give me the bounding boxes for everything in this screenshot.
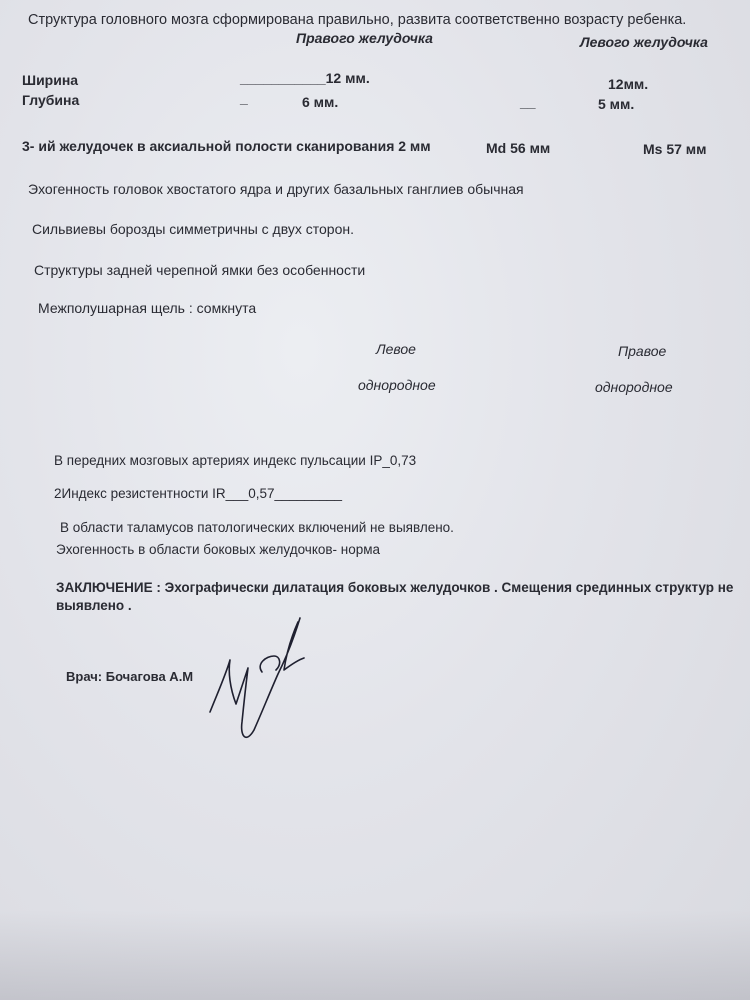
header-right-ventricle: Правого желудочка: [296, 30, 433, 46]
pulsation-index-line: В передних мозговых артериях индекс пульсации IP_0,73: [54, 453, 417, 468]
structure-line: Структура головного мозга сформирована правильно, развита соответственно возрасту ребенка.: [28, 12, 687, 28]
header-left-ventricle: Левого желудочка: [580, 34, 708, 50]
resistance-index-line: 2Индекс резистентности IR___0,57_________: [54, 486, 343, 501]
signature: [200, 612, 320, 752]
echo-caudate-line: Эхогенность головок хвостатого ядра и других базальных ганглиев обычная: [28, 181, 524, 197]
posterior-fossa-line: Структуры задней черепной ямки без особенности: [34, 262, 366, 278]
interhemispheric-line: Межполушарная щель : сомкнута: [38, 300, 257, 316]
left-value: однородное: [358, 377, 436, 393]
doctor-line: Врач: Бочагова А.М: [66, 669, 194, 684]
echo-lateral-line: Эхогенность в области боковых желудочков- норма: [56, 542, 381, 557]
conclusion-line-1: ЗАКЛЮЧЕНИЕ : Эхографически дилатация боковых желудочков . Смещения срединных структур не: [56, 580, 734, 595]
right-label: Правое: [618, 343, 667, 359]
width-left-value: 12мм.: [608, 76, 649, 92]
conclusion-line-2: выявлено .: [56, 598, 132, 613]
thalamus-line: В области таламусов патологических включений не выявлено.: [60, 520, 454, 535]
depth-dash-left: __: [520, 94, 536, 110]
width-right-value: ___________12 мм.: [240, 70, 370, 86]
third-ventricle-line: 3- ий желудочек в аксиальной полости сканирования 2 мм: [22, 138, 431, 154]
sylvian-line: Сильвиевы борозды симметричны с двух сторон.: [32, 221, 354, 237]
right-value: однородное: [595, 379, 673, 395]
depth-right-value: 6 мм.: [302, 94, 339, 110]
left-label: Левое: [376, 341, 416, 357]
depth-dash-right: _: [240, 90, 248, 106]
ms-value: Ms 57 мм: [643, 141, 707, 157]
md-value: Md 56 мм: [486, 140, 551, 156]
bottom-shadow: [0, 910, 750, 1000]
depth-label: Глубина: [22, 92, 80, 108]
depth-left-value: 5 мм.: [598, 96, 635, 112]
width-label: Ширина: [22, 72, 79, 88]
